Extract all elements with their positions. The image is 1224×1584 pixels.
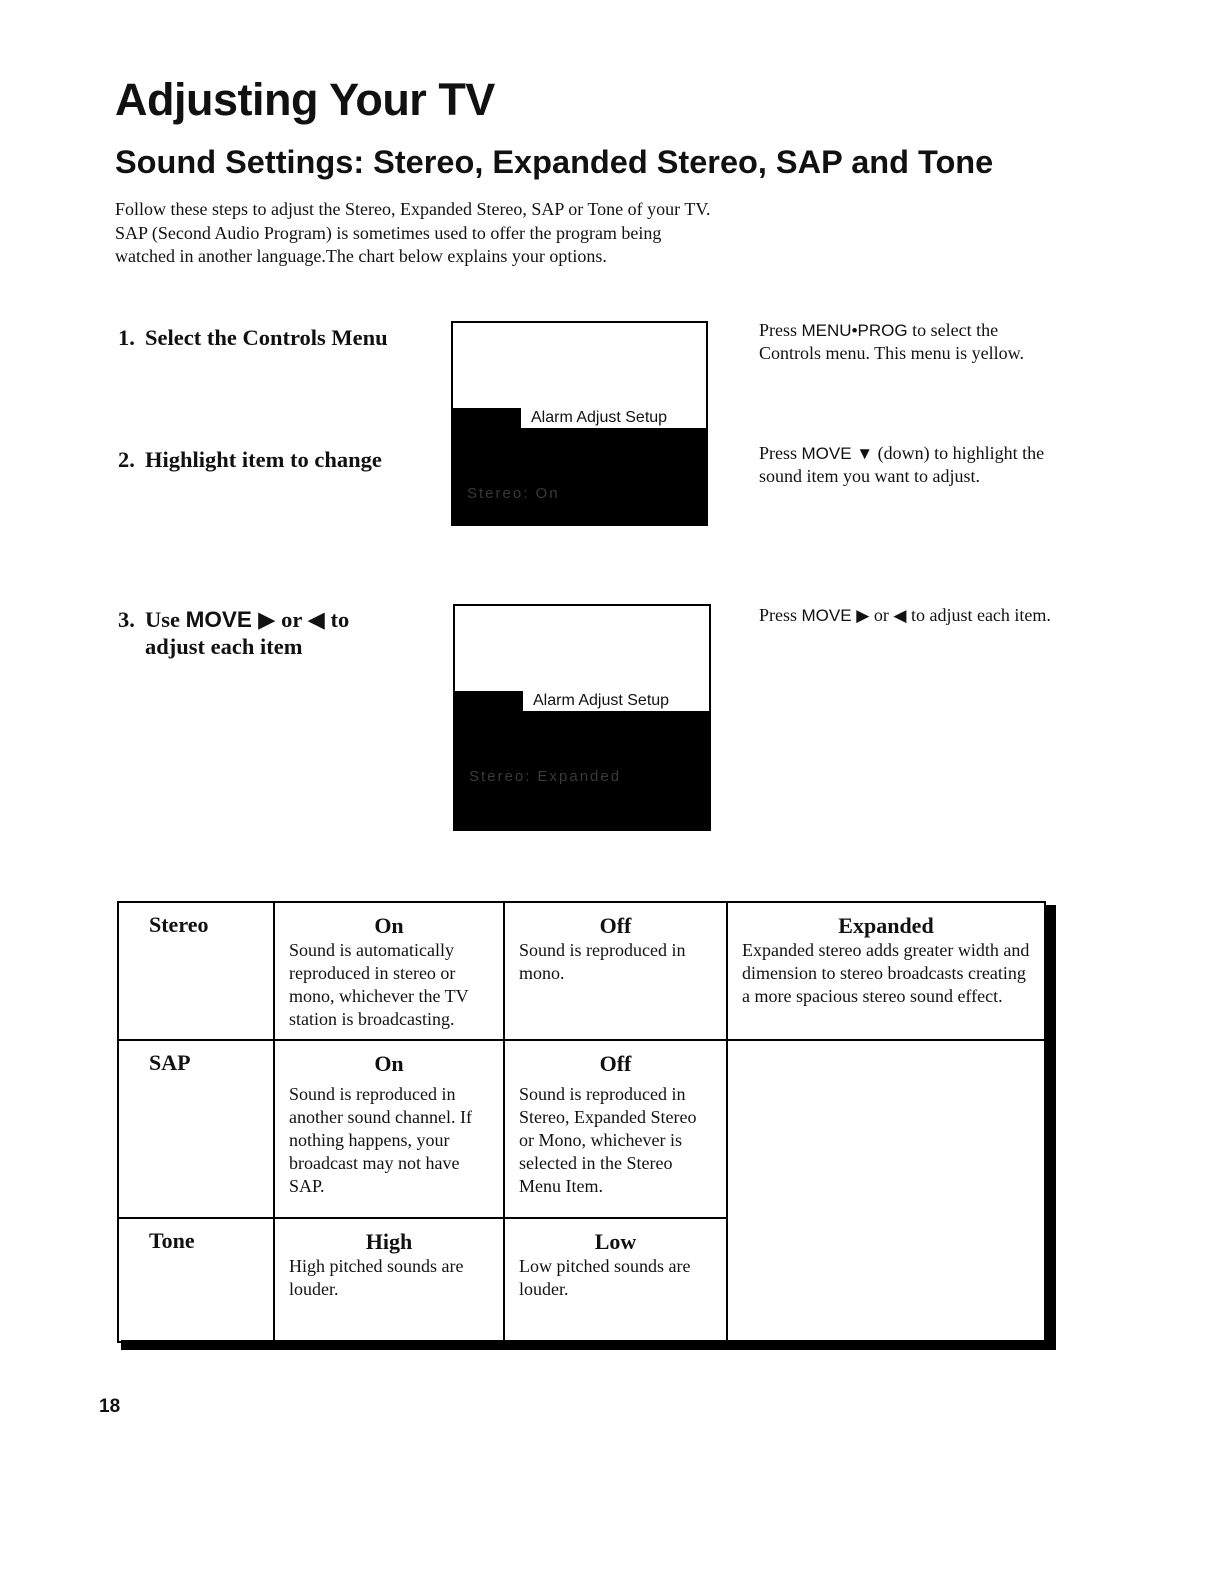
step-3 [118,606,349,660]
step-label-mid: or [275,607,308,632]
step-label-key2: ◀ [307,607,325,632]
table-cell [274,902,504,1040]
section-title: Sound Settings: Stereo, Expanded Stereo, SAP and Tone [115,144,994,180]
key-label: MOVE ▼ [801,444,874,463]
option-desc: Sound is reproduced in another sound channel. If nothing happens, your broadcast may not have SAP. [289,1084,472,1196]
tv-screen-adjust-item [453,604,711,831]
table-row [118,1040,1045,1218]
tv-screen-controls-menu [451,321,708,526]
table-cell [504,902,727,1040]
sound-options-table [117,901,1046,1343]
step-label-post: to [324,607,350,632]
option-desc: Sound is reproduced in mono. [519,940,686,983]
menu-tab-bar: Alarm Adjust Setup [523,691,709,711]
menu-item-stereo: Stereo: Expanded [469,768,622,785]
page-title: Adjusting Your TV [115,74,495,125]
step-1 [118,324,388,351]
instruction-text: Press [759,443,802,463]
instruction-1 [759,319,1059,365]
table-cell [504,1040,727,1218]
instruction-text: (down) to highlight the sound item you want to adjust. [759,443,1045,486]
option-label: Expanded [838,913,934,938]
table-cell [274,1218,504,1342]
table-cell [727,902,1045,1040]
menu-item-stereo: Stereo: On [467,485,560,502]
instruction-text: or [869,605,894,625]
step-label-key: MOVE ▶ [185,607,276,632]
option-label: Low [594,1229,637,1254]
option-label: Off [599,1051,632,1076]
step-label: Select the Controls Menu [145,325,388,350]
instruction-text: Press [759,320,802,340]
step-label-pre: Use [145,607,186,632]
step-number: 3. [118,607,135,632]
table-row [118,902,1045,1040]
option-desc: Low pitched sounds are louder. [519,1256,691,1299]
table-cell-empty [727,1040,1045,1342]
instruction-3 [759,604,1059,627]
row-header-tone: Tone [118,1218,274,1342]
key-label: ◀ [893,606,907,625]
menu-panel [455,691,709,829]
step-number: 1. [118,325,135,350]
instruction-text: to adjust each item. [906,605,1051,625]
option-label: High [365,1229,413,1254]
row-header-stereo: Stereo [118,902,274,1040]
table-cell [274,1040,504,1218]
page-number: 18 [99,1396,121,1417]
step-label: Highlight item to change [145,447,382,472]
option-label: Off [599,913,632,938]
key-label: MENU•PROG [801,321,908,340]
intro-paragraph: Follow these steps to adjust the Stereo, Expanded Stereo, SAP or Tone of your TV. SAP (Second Audio Program) is sometimes used to offer the program being watched in another language.The chart below explains your options. [115,199,711,266]
option-label: On [374,913,404,938]
row-header-sap: SAP [118,1040,274,1218]
option-desc: Sound is reproduced in Stereo, Expanded Stereo or Mono, whichever is selected in the Stereo Menu Item. [519,1084,697,1196]
step-number: 2. [118,447,135,472]
instruction-text: to select the Controls menu. This menu is yellow. [759,320,1024,363]
option-desc: Sound is automatically reproduced in stereo or mono, whichever the TV station is broadcasting. [289,940,469,1029]
option-desc: Expanded stereo adds greater width and dimension to stereo broadcasts creating a more spacious stereo sound effect. [742,940,1030,1006]
instruction-2 [759,442,1059,488]
instruction-text: Press [759,605,802,625]
option-desc: High pitched sounds are louder. [289,1256,464,1299]
step-2 [118,446,382,473]
table-cell [504,1218,727,1342]
menu-tab-bar: Alarm Adjust Setup [521,408,706,428]
key-label: MOVE ▶ [801,606,870,625]
option-label: On [374,1051,404,1076]
step-label-line2: adjust each item [145,634,303,659]
